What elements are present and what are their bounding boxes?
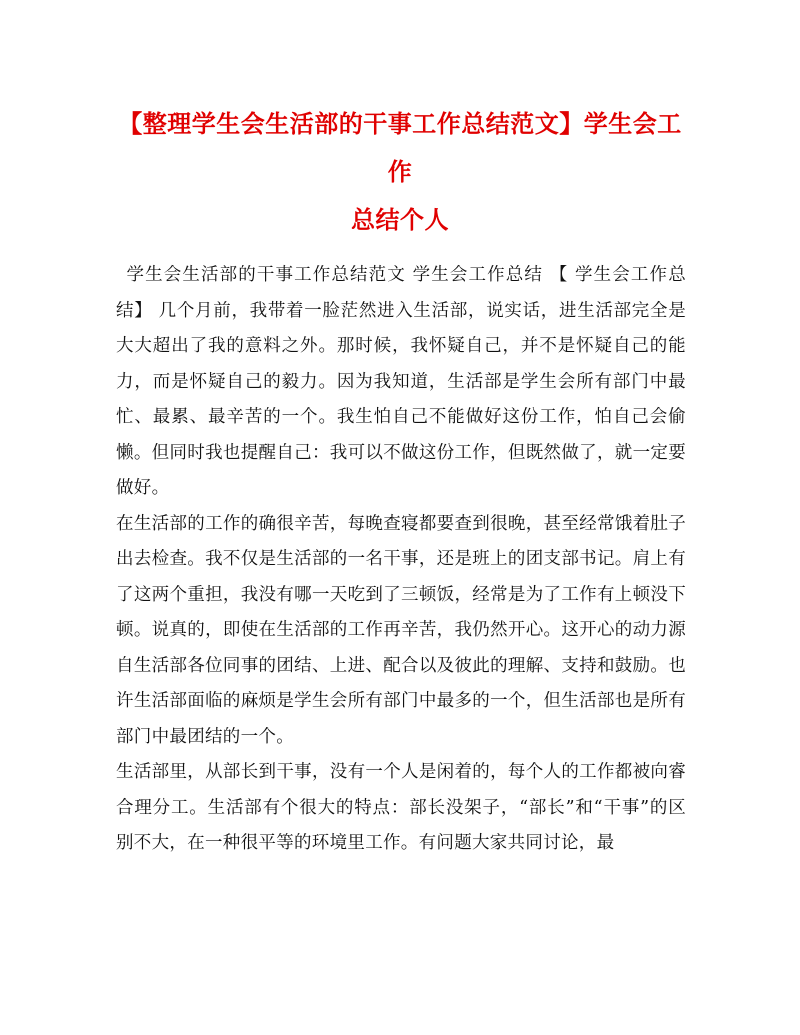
title-line-2: 总结个人 — [351, 205, 449, 234]
paragraph-1: 学生会生活部的干事工作总结范文 学生会工作总结 【 学生会工作总结】 几个月前，我带着一脸茫然进入生活部，说实话，进生活部完全是大大超出了我的意料之外。那时候，我怀疑自己，并不是怀疑自己的能力，而是怀疑自己的毅力。因为我知道，生活部是学生会所有部门中最忙、最累、最辛苦的一个。我生怕自己不能做好这份工作，怕自己会偷懒。但同时我也提醒自己：我可以不做这份工作，但既然做了，就一定要做好。 — [116, 265, 686, 498]
title-line-1: 【整理学生会生活部的干事工作总结范文】学生会工作 — [118, 109, 682, 186]
document-body — [116, 258, 686, 862]
document-title — [110, 100, 690, 244]
paragraph-3: 生活部里，从部长到干事，没有一个人是闲着的，每个人的工作都被向睿合理分工。生活部有个很大的特点：部长没架子，“部长”和“干事”的区别不大，在一种很平等的环境里工作。有问题大家共同讨论，最 — [116, 762, 686, 853]
paragraph-2: 在生活部的工作的确很辛苦，每晚查寝都要查到很晚，甚至经常饿着肚子出去检查。我不仅是生活部的一名干事，还是班上的团支部书记。肩上有了这两个重担，我没有哪一天吃到了三顿饭，经常是为了工作有上顿没下顿。说真的，即使在生活部的工作再辛苦，我仍然开心。这开心的动力源自生活部各位同事的团结、上进、配合以及彼此的理解、支持和鼓励。也许生活部面临的麻烦是学生会所有部门中最多的一个，但生活部也是所有部门中最团结的一个。 — [116, 513, 686, 747]
